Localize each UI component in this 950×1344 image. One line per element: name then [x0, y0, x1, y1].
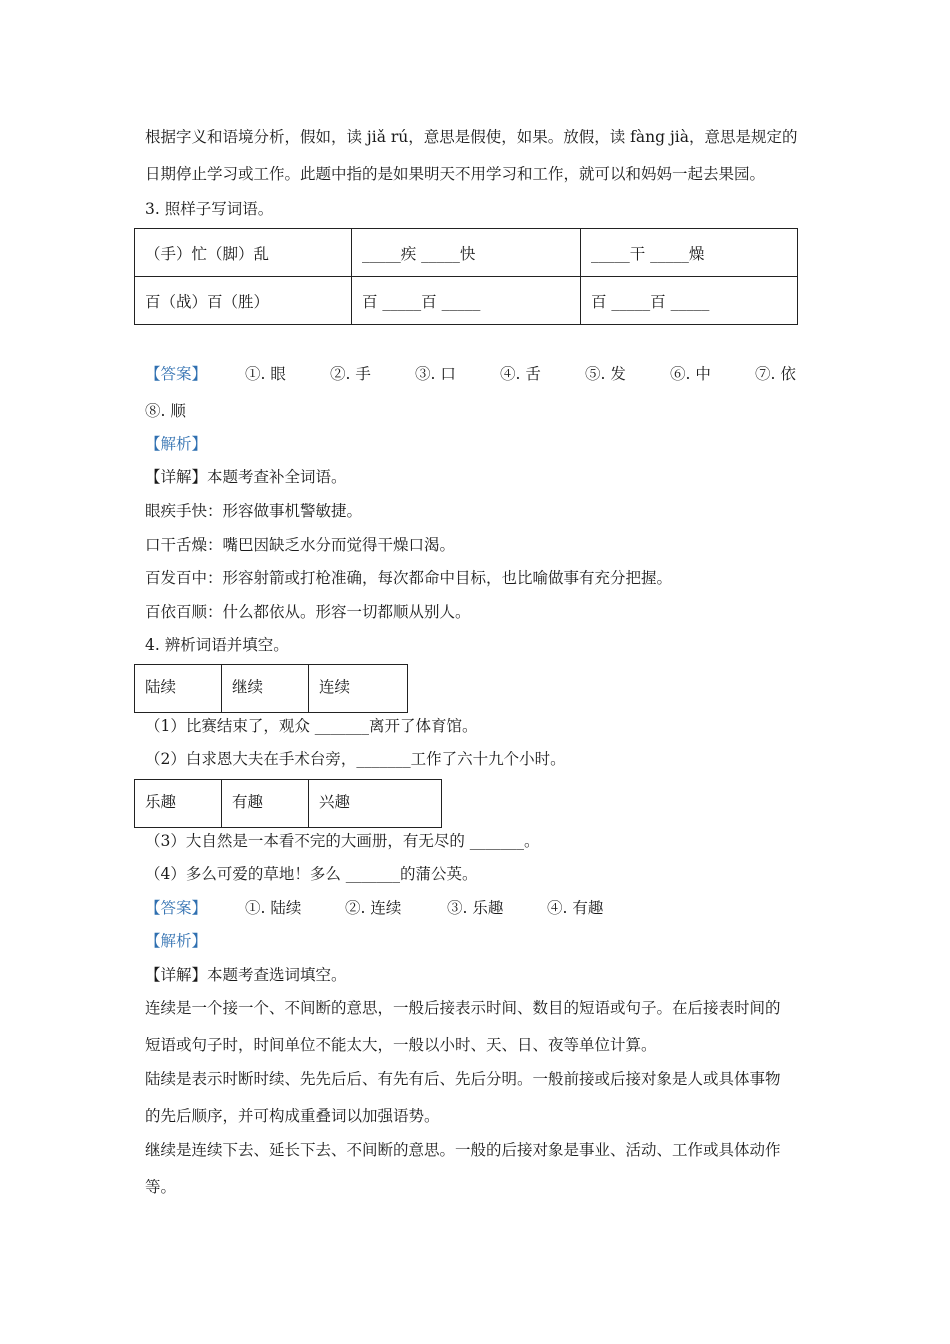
analysis-line-2: 日期停止学习或工作。此题中指的是如果明天不用学习和工作，就可以和妈妈一起去果园。	[145, 165, 766, 183]
answer-option: ①. 陆续	[245, 899, 302, 917]
q4-sentence-2: （2）白求恩大夫在手术台旁，_______工作了六十九个小时。	[145, 750, 566, 768]
answer-option: ③. 乐趣	[447, 899, 504, 917]
table-cell: 百（战）百（胜）	[135, 277, 352, 325]
table-row	[135, 780, 442, 828]
answer-option: ②. 手	[330, 365, 371, 383]
answer-option: ①. 眼	[245, 365, 286, 383]
detail-heading: 【详解】本题考查选词填空。	[145, 966, 347, 984]
table-cell: （手）忙（脚）乱	[135, 229, 352, 277]
answer-option: ⑥. 中	[670, 365, 711, 383]
table-cell: _____疾 _____快	[352, 229, 581, 277]
paragraph-line: 短语或句子时，时间单位不能太大，一般以小时、天、日、夜等单位计算。	[145, 1036, 657, 1054]
explanation-line: 眼疾手快：形容做事机警敏捷。	[145, 502, 363, 520]
detail-heading: 【详解】本题考查补全词语。	[145, 468, 347, 486]
answer-option: ⑤. 发	[585, 365, 626, 383]
paragraph-line: 连续是一个接一个、不间断的意思，一般后接表示时间、数目的短语或句子。在后接表时间的	[145, 999, 781, 1017]
paragraph-line: 的先后顺序，并可构成重叠词以加强语势。	[145, 1107, 440, 1125]
answer-option: ③. 口	[415, 365, 456, 383]
table-row	[135, 229, 798, 277]
answer-option: ④. 舌	[500, 365, 541, 383]
answer-label: 【答案】	[145, 899, 208, 917]
answer-option: ②. 连续	[345, 899, 402, 917]
q4-sentence-4: （4）多么可爱的草地！多么 _______的蒲公英。	[145, 865, 478, 883]
answer-option: ④. 有趣	[547, 899, 604, 917]
table-cell: 百 _____百 _____	[581, 277, 798, 325]
paragraph-line: 陆续是表示时断时续、先先后后、有先有后、先后分明。一般前接或后接对象是人或具体事物	[145, 1070, 781, 1088]
table-row	[135, 277, 798, 325]
answer-option: ⑦. 依	[755, 365, 796, 383]
table-cell: 百 _____百 _____	[352, 277, 581, 325]
table-cell: 陆续	[135, 665, 222, 713]
q3-title: 3. 照样子写词语。	[145, 200, 274, 218]
table-cell: _____干 _____燥	[581, 229, 798, 277]
table-row	[135, 665, 408, 713]
q4-word-table-1	[134, 664, 408, 713]
paragraph-line: 继续是连续下去、延长下去、不间断的意思。一般的后接对象是事业、活动、工作或具体动作	[145, 1141, 781, 1159]
q4-word-table-2	[134, 779, 442, 828]
explanation-line: 百发百中：形容射箭或打枪准确，每次都命中目标，也比喻做事有充分把握。	[145, 569, 673, 587]
q4-title: 4. 辨析词语并填空。	[145, 636, 289, 654]
analysis-label: 【解析】	[145, 435, 208, 453]
table-cell: 兴趣	[309, 780, 442, 828]
table-cell: 有趣	[222, 780, 309, 828]
table-cell: 继续	[222, 665, 309, 713]
answer-option: ⑧. 顺	[145, 402, 186, 420]
q3-table	[134, 228, 798, 325]
explanation-line: 百依百顺：什么都依从。形容一切都顺从别人。	[145, 603, 471, 621]
paragraph-line: 等。	[145, 1178, 177, 1196]
q4-sentence-3: （3）大自然是一本看不完的大画册，有无尽的 _______。	[145, 832, 540, 850]
explanation-line: 口干舌燥：嘴巴因缺乏水分而觉得干燥口渴。	[145, 536, 456, 554]
table-cell: 乐趣	[135, 780, 222, 828]
answer-label: 【答案】	[145, 365, 208, 383]
analysis-line-1: 根据字义和语境分析，假如，读 jiǎ rú，意思是假使，如果。放假，读 fàng jià，意思是规定的	[145, 128, 798, 146]
q4-sentence-1: （1）比赛结束了，观众 _______离开了体育馆。	[145, 717, 478, 735]
table-cell: 连续	[309, 665, 408, 713]
analysis-label: 【解析】	[145, 932, 208, 950]
